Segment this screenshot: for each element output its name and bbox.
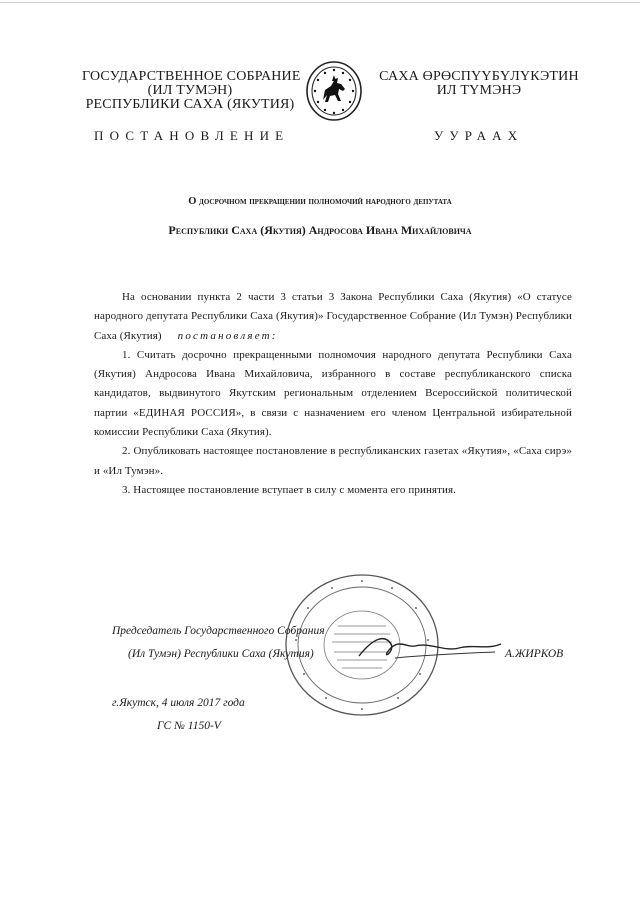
item-1-paragraph: 1. Считать досрочно прекращенными полномочия народного депутата Республики Саха (Якутия) Андросова Ивана Михайловича, избранного в составе республиканского списка кандидатов, выдвинутого Якутским региональным отделением Всероссийской политической партии «ЕДИНАЯ РОССИЯ», в связи с назначением его членом Центральной избирательной комиссии Республики Саха (Якутия). <box>94 348 572 439</box>
header-left-line2: (ИЛ ТУМЭН) <box>147 83 233 98</box>
doctype-yakut: УУРААХ <box>434 128 524 143</box>
header-right-block <box>374 70 584 98</box>
signatory-position-line2: (Ил Тумэн) Республики Саха (Якутия) <box>128 648 314 660</box>
signatory-name: А.ЖИРКОВ <box>505 648 564 660</box>
preamble-paragraph <box>94 288 572 346</box>
header-left-block <box>82 69 301 112</box>
header-right-line1: САХА ӨРӨСПҮҮБҮЛҮКЭТИН <box>379 69 579 84</box>
header-right-line2: ИЛ ТҮМЭНЭ <box>436 83 522 98</box>
doctype-russian: ПОСТАНОВЛЕНИЕ <box>94 128 290 143</box>
item-2-paragraph: 2. Опубликовать настоящее постановление в республиканских газетах «Якутия», «Саха сирэ» и «Ил Тумэн». <box>94 445 572 477</box>
place-and-date: г.Якутск, 4 июля 2017 года <box>112 697 245 709</box>
decides-text: постановляет: <box>177 329 278 342</box>
document-number: ГС № 1150-V <box>157 720 221 732</box>
yakutia-coat-of-arms-icon <box>305 60 363 122</box>
signatory-position-line1: Председатель Государственного Собрания <box>112 625 325 637</box>
item-3-paragraph: 3. Настоящее постановление вступает в силу с момента его принятия. <box>122 483 456 496</box>
document-title-line2: Республики Саха (Якутия) Андросова Ивана Михайловича <box>168 223 472 237</box>
handwritten-signature-icon <box>355 630 505 666</box>
preamble-text: На основании пункта 2 части 3 статьи 3 Закона Республики Саха (Якутия) «О статусе народного депутата Республики Саха (Якутия)» Государственное Собрание (Ил Тумэн) Республики Саха (Якутия) <box>94 291 572 342</box>
document-body <box>94 288 572 500</box>
document-title-line1: О досрочном прекращении полномочий народного депутата <box>188 196 452 207</box>
header-left-line1: ГОСУДАРСТВЕННОЕ СОБРАНИЕ <box>82 69 301 84</box>
top-border-line <box>0 2 640 3</box>
header-left-line3: РЕСПУБЛИКИ САХА (ЯКУТИЯ) <box>85 97 295 112</box>
